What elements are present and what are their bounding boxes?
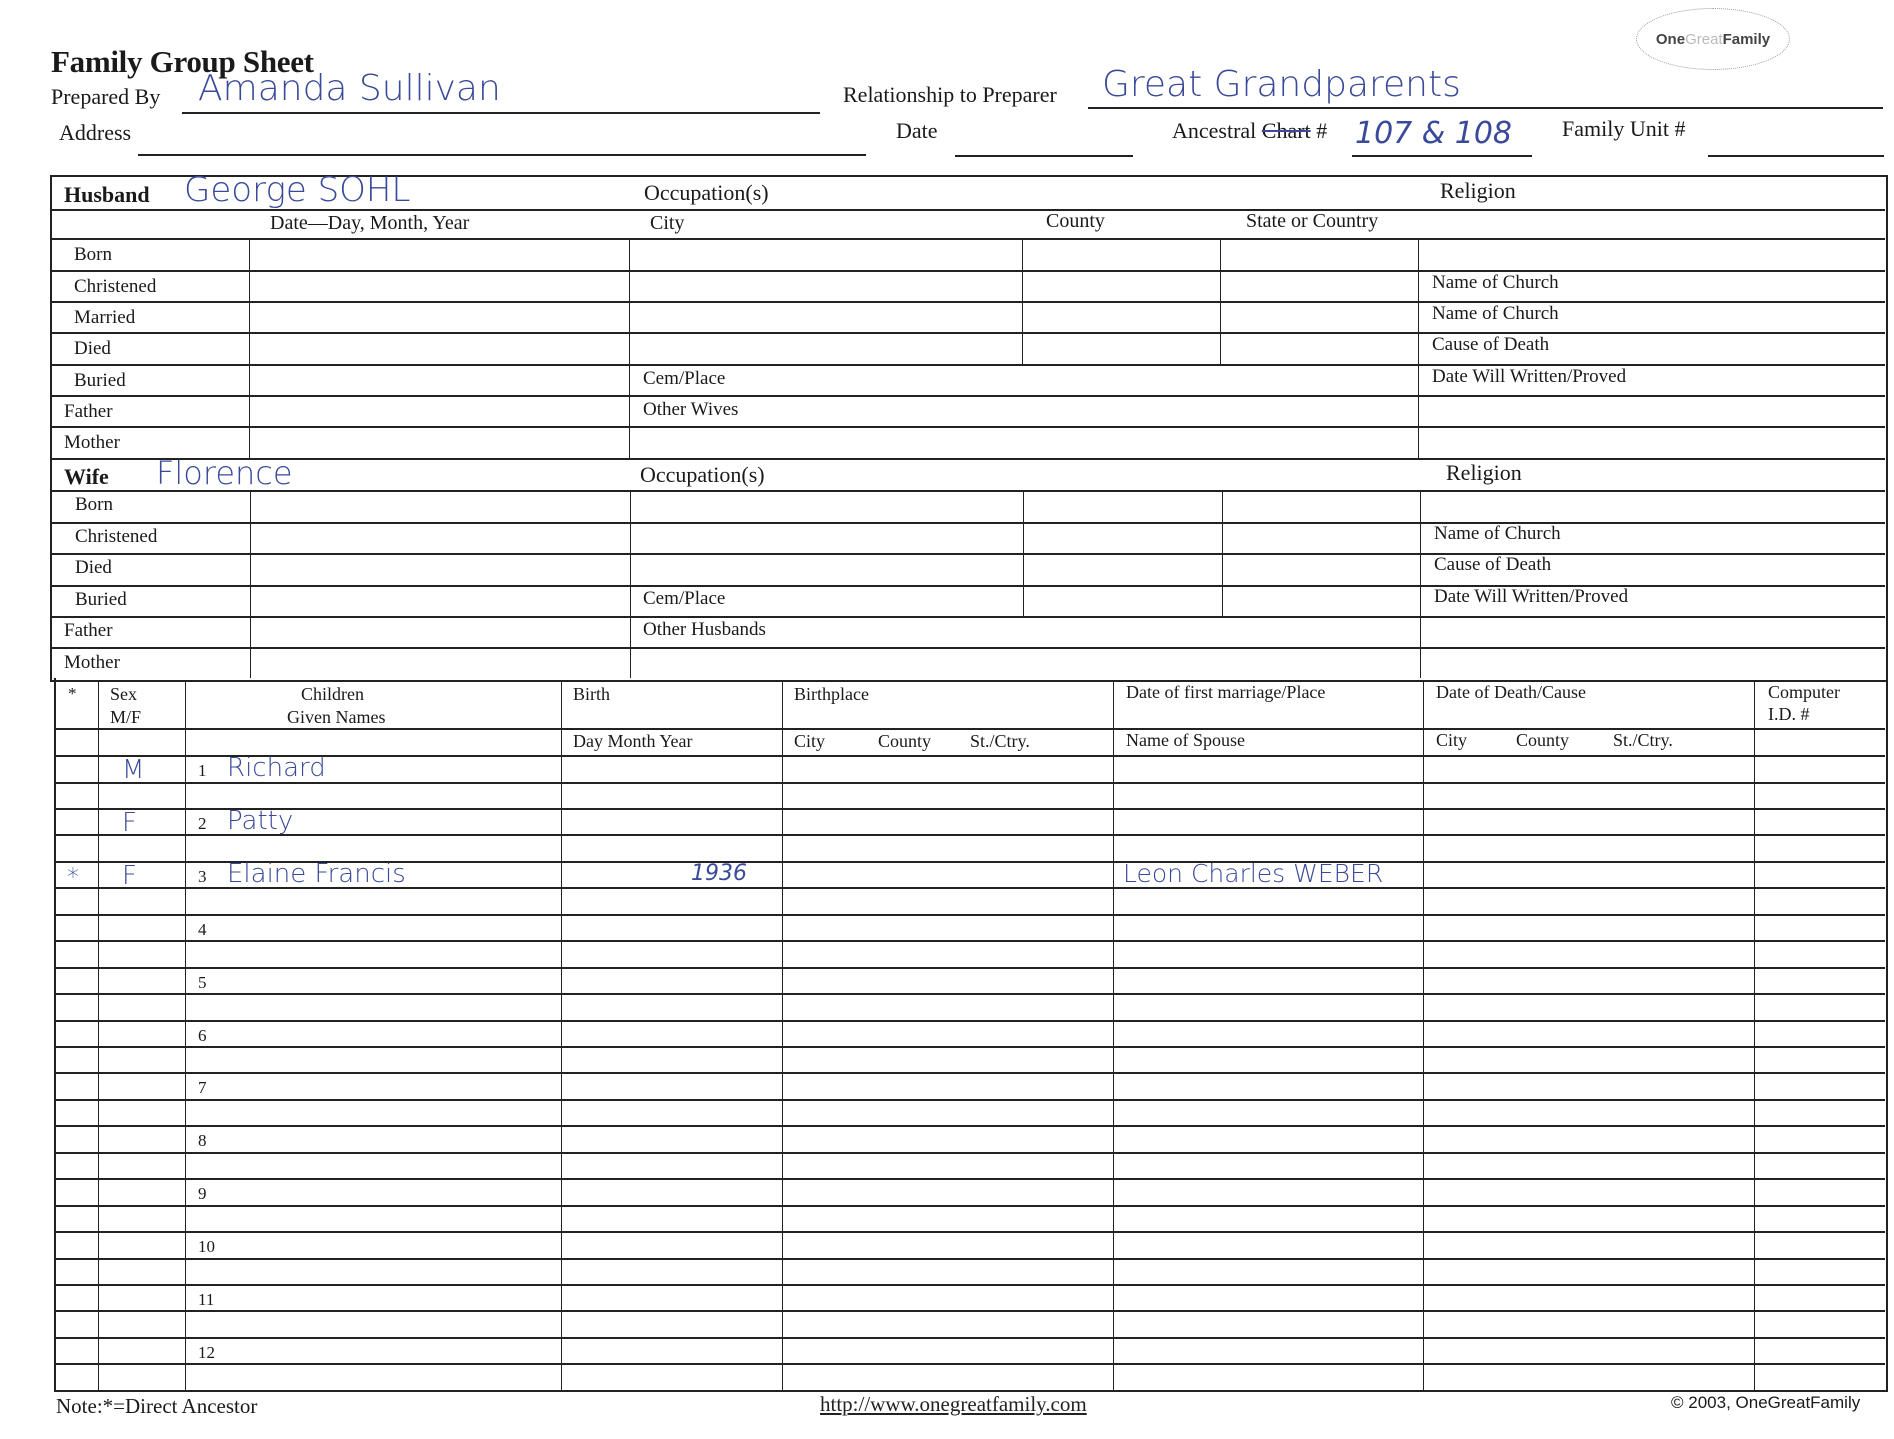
col-divider — [249, 239, 250, 458]
wife-cause-of-death-label: Cause of Death — [1434, 554, 1552, 575]
rule — [51, 395, 1885, 397]
rule — [51, 490, 1885, 492]
relationship-label: Relationship to Preparer — [843, 82, 1057, 107]
child-number: 9 — [198, 1184, 207, 1204]
col-header-state: State or Country — [1246, 210, 1379, 232]
col-header-computer-id: Computer — [1768, 682, 1840, 702]
date-underline — [955, 155, 1133, 157]
rule — [51, 553, 1885, 555]
husband-religion-label: Religion — [1440, 178, 1516, 203]
husband-other-wives-label: Other Wives — [643, 399, 739, 420]
husband-label: Husband — [64, 182, 150, 207]
child-row — [55, 1020, 1885, 1073]
husband-married-label: Married — [74, 307, 136, 328]
husband-christened-label: Christened — [74, 276, 157, 297]
chart-struck-text: Chart — [1261, 118, 1311, 143]
child-row — [55, 1072, 1885, 1125]
child-number: 8 — [198, 1131, 207, 1151]
footer-note: Note:*=Direct Ancestor — [56, 1394, 258, 1418]
col-header-death: Date of Death/Cause — [1436, 682, 1586, 702]
relationship-field[interactable]: Great Grandparents — [1102, 64, 1461, 105]
child-sex-field[interactable]: F — [122, 860, 137, 891]
wife-buried-label: Buried — [75, 589, 127, 610]
family-unit-underline — [1708, 155, 1884, 157]
ancestral-underline — [1352, 155, 1532, 157]
child-number: 6 — [198, 1025, 207, 1045]
child-number: 10 — [198, 1237, 215, 1257]
husband-name-field[interactable]: George SOHL — [184, 170, 411, 210]
child-number: 1 — [198, 761, 207, 780]
address-underline — [138, 154, 866, 156]
col-divider — [250, 490, 251, 678]
footer-url-link[interactable]: http://www.onegreatfamily.com — [820, 1392, 1087, 1416]
wife-will-label: Date Will Written/Proved — [1434, 586, 1629, 607]
logo-text-family: Family — [1722, 30, 1771, 48]
child-number: 2 — [198, 813, 207, 833]
col-divider — [1418, 239, 1419, 458]
col-header-city: City — [650, 212, 685, 234]
col-header-birthplace-county: County — [878, 731, 932, 751]
col-header-direct-ancestor: * — [68, 684, 77, 703]
col-header-marriage: Date of first marriage/Place — [1126, 682, 1326, 702]
child-row — [55, 1231, 1885, 1284]
col-header-birthplace: Birthplace — [794, 684, 869, 704]
child-number: 3 — [198, 866, 207, 886]
child-row — [55, 967, 1885, 1020]
child-row — [55, 1125, 1885, 1178]
child-number: 11 — [198, 1290, 215, 1309]
logo-text-great: Great — [1685, 30, 1723, 48]
col-header-sex: Sex — [110, 684, 137, 704]
rule — [51, 458, 1885, 460]
child-name-field[interactable]: Richard — [227, 753, 326, 783]
col-header-death-city: City — [1436, 730, 1468, 750]
col-divider — [1023, 490, 1024, 616]
col-header-birthplace-st: St./Ctry. — [970, 731, 1030, 751]
husband-father-label: Father — [64, 401, 113, 422]
prepared-by-underline — [182, 112, 820, 114]
wife-christened-label: Christened — [75, 526, 158, 547]
child-row — [55, 858, 1885, 914]
wife-father-label: Father — [64, 620, 113, 641]
footer-copyright: © 2003, OneGreatFamily — [1671, 1393, 1861, 1412]
rule — [51, 616, 1885, 618]
child-sex-field[interactable]: F — [122, 807, 137, 838]
col-header-children: Children — [301, 684, 364, 704]
col-header-county: County — [1046, 210, 1105, 232]
wife-religion-label: Religion — [1446, 460, 1522, 485]
address-label: Address — [59, 120, 132, 145]
col-divider — [629, 239, 630, 458]
wife-born-label: Born — [75, 494, 113, 515]
prepared-by-field[interactable]: Amanda Sullivan — [198, 68, 501, 109]
onegreatfamily-logo — [1636, 8, 1790, 70]
col-divider — [1022, 239, 1023, 364]
date-label: Date — [896, 118, 938, 143]
wife-label: Wife — [64, 464, 109, 489]
wife-other-husbands-label: Other Husbands — [643, 619, 766, 640]
wife-occupation-label: Occupation(s) — [640, 462, 765, 487]
child-row — [55, 755, 1885, 808]
husband-cem-place-label: Cem/Place — [643, 368, 726, 389]
col-header-date: Date—Day, Month, Year — [270, 212, 470, 234]
col-header-birthplace-city: City — [794, 731, 826, 751]
col-header-birth: Birth — [573, 684, 611, 704]
col-header-birth-date: Day Month Year — [573, 731, 693, 751]
logo-text-one: One — [1655, 30, 1686, 48]
col-header-spouse: Name of Spouse — [1126, 730, 1245, 750]
child-sex-field[interactable]: M — [122, 755, 145, 785]
rule — [51, 270, 1885, 272]
col-header-death-st: St./Ctry. — [1613, 730, 1673, 750]
child-number: 4 — [198, 919, 207, 939]
rule — [51, 238, 1885, 240]
child-number: 12 — [198, 1342, 215, 1362]
child-spouse-field[interactable]: Leon Charles WEBER — [1123, 858, 1384, 888]
child-row — [55, 1284, 1885, 1337]
col-header-given-names: Given Names — [287, 707, 386, 727]
ancestral-text: Ancestral — [1172, 118, 1257, 143]
child-row — [55, 805, 1885, 861]
wife-christened-church-label: Name of Church — [1434, 523, 1561, 544]
husband-born-label: Born — [74, 244, 112, 265]
child-number: 5 — [198, 972, 207, 992]
col-header-death-county: County — [1516, 730, 1570, 750]
rule — [51, 647, 1885, 649]
child-row — [55, 1337, 1885, 1390]
child-row — [55, 914, 1885, 967]
child-birth-field[interactable]: 1936 — [691, 860, 747, 886]
rule — [51, 426, 1885, 428]
husband-occupation-label: Occupation(s) — [644, 180, 769, 205]
wife-mother-label: Mother — [64, 652, 120, 673]
wife-cem-place-label: Cem/Place — [643, 588, 726, 609]
col-divider — [1222, 490, 1223, 616]
col-divider — [630, 490, 631, 678]
husband-cause-of-death-label: Cause of Death — [1432, 334, 1550, 355]
child-row — [55, 1178, 1885, 1231]
husband-buried-label: Buried — [74, 370, 126, 391]
rule — [55, 728, 1885, 730]
child-number: 7 — [198, 1078, 207, 1098]
col-divider — [1420, 490, 1421, 678]
child-name-field[interactable]: Elaine Francis — [227, 858, 406, 889]
rule — [51, 522, 1885, 524]
husband-mother-label: Mother — [64, 432, 120, 453]
husband-married-church-label: Name of Church — [1432, 303, 1559, 324]
hash-text: # — [1316, 118, 1328, 143]
wife-died-label: Died — [75, 557, 112, 578]
child-ancestor-mark[interactable]: * — [67, 862, 79, 891]
prepared-by-label: Prepared By — [51, 84, 161, 109]
husband-died-label: Died — [74, 338, 111, 359]
col-header-sex-mf: M/F — [110, 707, 142, 727]
page-title: Family Group Sheet — [51, 44, 314, 79]
husband-christened-church-label: Name of Church — [1432, 272, 1559, 293]
family-unit-label: Family Unit # — [1562, 116, 1686, 141]
col-divider — [1220, 239, 1221, 364]
wife-name-field[interactable]: Florence — [156, 454, 293, 492]
col-header-computer-id2: I.D. # — [1768, 704, 1810, 724]
relationship-underline — [1088, 107, 1883, 109]
rule — [51, 332, 1885, 334]
ancestral-chart-label — [1172, 118, 1327, 144]
husband-will-label: Date Will Written/Proved — [1432, 366, 1627, 387]
child-name-field[interactable]: Patty — [227, 805, 294, 836]
rule — [51, 301, 1885, 303]
ancestral-chart-field[interactable]: 107 & 108 — [1355, 116, 1512, 151]
